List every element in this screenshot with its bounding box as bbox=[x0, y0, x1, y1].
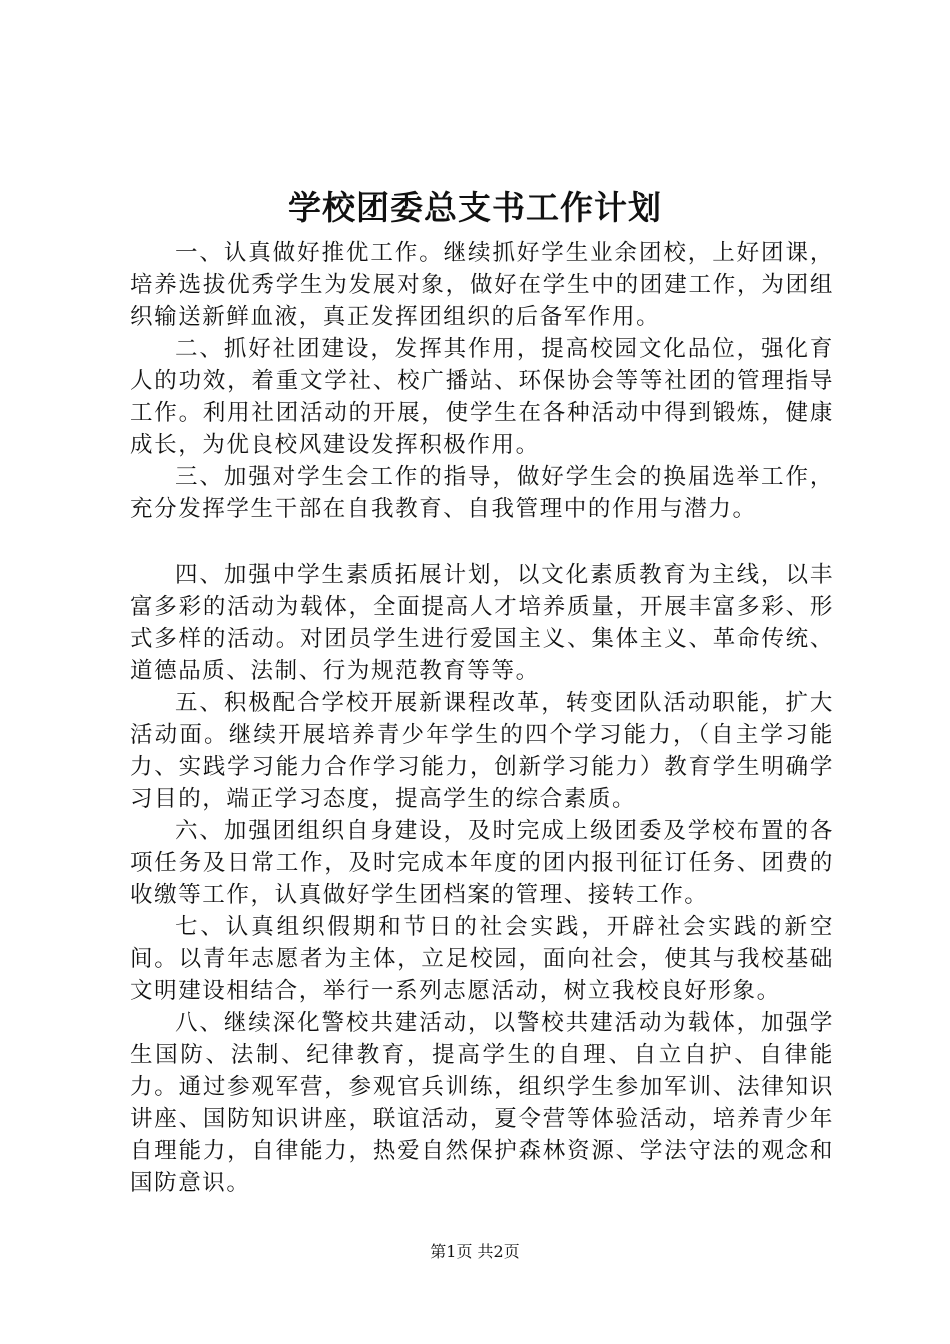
paragraph-2: 二、抓好社团建设，发挥其作用，提高校园文化品位，强化育人的功效，着重文学社、校广播站、环保协会等等社团的管理指导工作。利用社团活动的开展，使学生在各种活动中得到锻炼，健康成长，为优良校风建设发挥积极作用。 bbox=[130, 336, 834, 458]
document-body bbox=[130, 237, 834, 1199]
paragraph-6: 六、加强团组织自身建设，及时完成上级团委及学校布置的各项任务及日常工作，及时完成本年度的团内报刊征订任务、团费的收缴等工作，认真做好学生团档案的管理、接转工作。 bbox=[130, 818, 834, 908]
paragraph-1: 一、认真做好推优工作。继续抓好学生业余团校，上好团课，培养选拔优秀学生为发展对象，做好在学生中的团建工作，为团组织输送新鲜血液，真正发挥团组织的后备军作用。 bbox=[130, 240, 834, 330]
paragraph-3: 三、加强对学生会工作的指导，做好学生会的换届选举工作，充分发挥学生干部在自我教育、自我管理中的作用与潜力。 bbox=[130, 464, 834, 522]
page-footer: 第1页 共2页 bbox=[430, 1242, 520, 1261]
document-title: 学校团委总支书工作计划 bbox=[288, 188, 662, 227]
paragraph-4: 四、加强中学生素质拓展计划，以文化素质教育为主线，以丰富多彩的活动为载体，全面提高人才培养质量，开展丰富多彩、形式多样的活动。对团员学生进行爱国主义、集体主义、革命传统、道德品质、法制、行为规范教育等等。 bbox=[130, 562, 834, 684]
paragraph-5: 五、积极配合学校开展新课程改革，转变团队活动职能，扩大活动面。继续开展培养青少年学生的四个学习能力，（自主学习能力、实践学习能力合作学习能力，创新学习能力）教育学生明确学习目的，端正学习态度，提高学生的综合素质。 bbox=[130, 690, 834, 812]
paragraph-8: 八、继续深化警校共建活动，以警校共建活动为载体，加强学生国防、法制、纪律教育，提高学生的自理、自立自护、自律能力。通过参观军营，参观官兵训练，组织学生参加军训、法律知识讲座、国防知识讲座，联谊活动，夏令营等体验活动，培养青少年自理能力，自律能力，热爱自然保护森林资源、学法守法的观念和国防意识。 bbox=[130, 1010, 834, 1196]
paragraph-7: 七、认真组织假期和节日的社会实践，开辟社会实践的新空间。以青年志愿者为主体，立足校园，面向社会，使其与我校基础文明建设相结合，举行一系列志愿活动，树立我校良好形象。 bbox=[130, 914, 834, 1004]
